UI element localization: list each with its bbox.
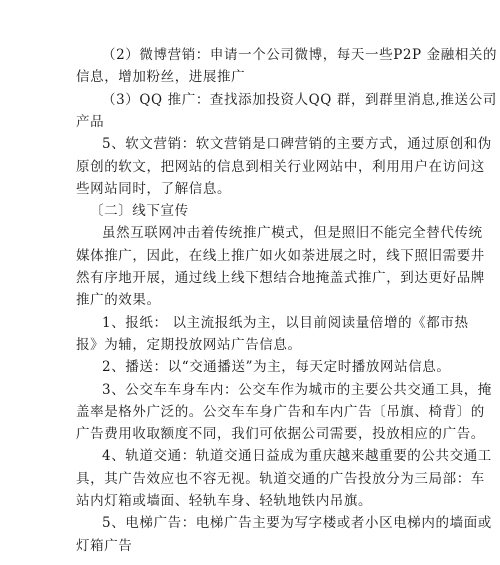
text-line: 5、软文营销：软文营销是口碑营销的主要方式，通过原创和伪 (102, 136, 492, 153)
text-line: 然有序地开展，通过线上线下想结合地掩盖式推广，到达更好品牌 (76, 270, 485, 286)
text-line: （3）QQ 推广：查找添加投资人QQ 群，到群里消息,推送公司 (102, 91, 497, 108)
text-line: 2、播送：以“交通播送”为主，每天定时播放网站信息。 (102, 359, 451, 376)
text-line: 虽然互联网冲击着传统推广模式，但是照旧不能完全替代传统 (102, 225, 483, 242)
text-line: 些网站同时，了解信息。 (76, 180, 232, 197)
text-line: 媒体推广，因此，在线上推广如火如荼进展之时，线下照旧需要井 (76, 247, 485, 264)
text-line: 报》为辅，定期投放网站广告信息。 (76, 336, 302, 353)
text-line: 5、电梯广告：电梯广告主要为写字楼或者小区电梯内的墙面或 (102, 515, 492, 532)
text-line: 推广的效果。 (76, 292, 161, 309)
text-line: （2）微博营销：申请一个公司微博，每天一些P2P 金融相关的 (102, 47, 498, 63)
text-line: 信息，增加粉丝，进展推广 (76, 69, 246, 86)
text-line: 1、报纸： 以主流报纸为主，以目前阅读量倍增的《都市热 (102, 314, 469, 331)
text-line: 盖率是格外广泛的。公交车车身广告和车内广告〔吊旗、椅背〕的 (76, 403, 485, 420)
text-line: 3、公交车车身车内：公交车作为城市的主要公共交通工具，掩 (102, 381, 492, 398)
text-line: 具，其广告效应也不容无视。轨道交通的广告投放分为三局部：车 (76, 470, 485, 487)
text-line: 产品 (76, 113, 105, 130)
text-line: 灯箱广告 (76, 537, 133, 554)
section-heading: 〔二〕线下宣传 (90, 203, 189, 220)
text-line: 4、轨道交通：轨道交通日益成为重庆越来越重要的公共交通工 (102, 448, 492, 465)
text-line: 广告费用收取额度不同，我们可依据公司需要，投放相应的广告。 (76, 426, 485, 443)
text-line: 站内灯箱或墙面、轻轨车身、轻轨地铁内吊旗。 (76, 493, 373, 509)
text-line: 原创的软文，把网站的信息到相关行业网站中，利用用户在访问这 (76, 158, 485, 175)
